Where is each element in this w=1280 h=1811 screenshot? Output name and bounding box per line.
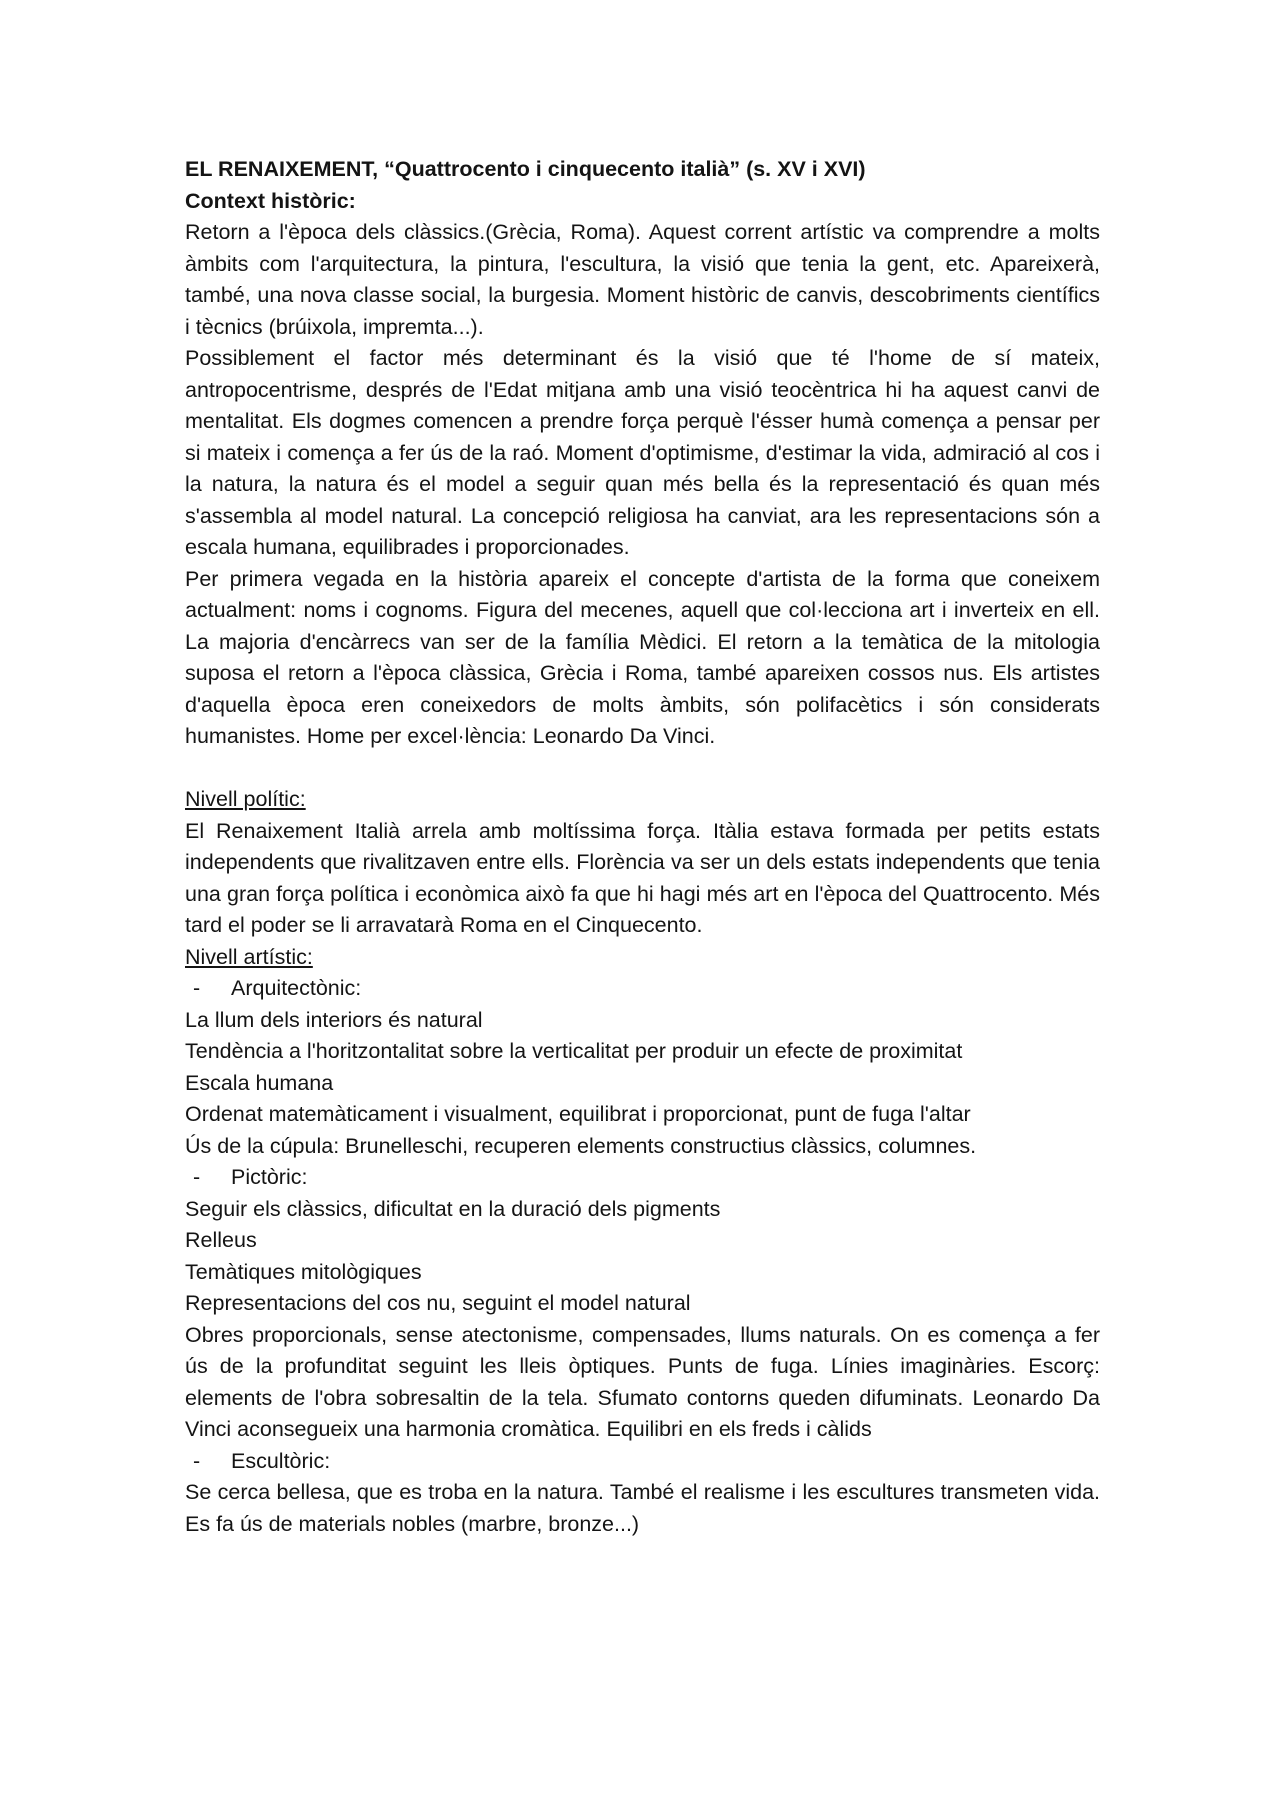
- painting-bullet: [185, 1162, 1100, 1194]
- sculpture-bullet: [185, 1446, 1100, 1478]
- painting-line-2: Relleus: [185, 1228, 257, 1252]
- context-paragraph-3: Per primera vegada en la història apareix el concepte d'artista de la forma que coneixem actualment: noms i cognoms. Figura del mecenes, aquell que col·lecciona art i inverteix en ell. La majoria d'encàrrecs van ser de la família Mèdici. El retorn a la temàtica de la mitologia suposa el retorn a l'època clàssica, Grècia i Roma, també apareixen cossos nus. Els artistes d'aquella època eren coneixedors de molts àmbits, són polifacètics i són considerats humanistes. Home per excel·lència: Leonardo Da Vinci.: [185, 566, 1100, 748]
- sculpture-paragraph: Se cerca bellesa, que es troba en la natura. També el realisme i les escultures transmeten vida. Es fa ús de materials nobles (marbre, bronze...): [185, 1480, 1100, 1536]
- context-paragraph-2: Possiblement el factor més determinant és la visió que té l'home de sí mateix, antropocentrisme, després de l'Edat mitjana amb una visió teocèntrica hi ha aquest canvi de mentalitat. Els dogmes comencen a prendre força perquè l'ésser humà comença a pensar per si mateix i comença a fer ús de la raó. Moment d'optimisme, d'estimar la vida, admiració al cos i la natura, la natura és el model a seguir quan més bella és la representació és quan més s'assembla al model natural. La concepció religiosa ha canviat, ara les representacions són a escala humana, equilibrades i proporcionades.: [185, 346, 1100, 559]
- context-heading: Context històric:: [185, 188, 356, 213]
- architecture-line-2: Tendència a l'horitzontalitat sobre la verticalitat per produir un efecte de proximitat: [185, 1039, 963, 1063]
- document-title: EL RENAIXEMENT, “Quattrocento i cinquecento italià” (s. XV i XVI): [185, 157, 866, 181]
- painting-line-3: Temàtiques mitològiques: [185, 1259, 422, 1284]
- document-page: [185, 154, 1100, 1540]
- architecture-bullet: [185, 973, 1100, 1005]
- political-heading: Nivell polític:: [185, 787, 306, 811]
- dash-marker: -: [193, 1448, 201, 1473]
- architecture-line-4: Ordenat matemàticament i visualment, equilibrat i proporcionat, punt de fuga l'altar: [185, 1102, 971, 1126]
- sculpture-label: Escultòric:: [231, 1448, 331, 1473]
- artistic-heading: Nivell artístic:: [185, 944, 313, 969]
- architecture-label: Arquitectònic:: [231, 976, 362, 1000]
- painting-line-1: Seguir els clàssics, dificultat en la duració dels pigments: [185, 1196, 721, 1221]
- blank-line: [185, 753, 1100, 785]
- context-paragraph-1: Retorn a l'època dels clàssics.(Grècia, Roma). Aquest corrent artístic va comprendre a molts àmbits com l'arquitectura, la pintura, l'escultura, la visió que tenia la gent, etc. Apareixerà, també, una nova classe social, la burgesia. Moment històric de canvis, descobriments científics i tècnics (brúixola, impremta...).: [185, 220, 1100, 339]
- architecture-line-5: Ús de la cúpula: Brunelleschi, recuperen elements constructius clàssics, columnes.: [185, 1133, 977, 1158]
- architecture-line-3: Escala humana: [185, 1070, 334, 1095]
- dash-marker: -: [193, 1165, 201, 1189]
- architecture-line-1: La llum dels interiors és natural: [185, 1007, 483, 1032]
- dash-marker: -: [193, 976, 201, 1000]
- political-paragraph: El Renaixement Italià arrela amb moltíssima força. Itàlia estava formada per petits estats independents que rivalitzaven entre ells. Florència va ser un dels estats independents que tenia una gran força política i econòmica això fa que hi hagi més art en l'època del Quattrocento. Més tard el poder se li arravatarà Roma en el Cinquecento.: [185, 818, 1100, 937]
- painting-paragraph: Obres proporcionals, sense atectonisme, compensades, llums naturals. On es comença a fer ús de la profunditat seguint les lleis òptiques. Punts de fuga. Línies imaginàries. Escorç: elements de l'obra sobresaltin de la tela. Sfumato contorns queden difuminats. Leonardo Da Vinci aconsegueix una harmonia cromàtica. Equilibri en els freds i càlids: [185, 1322, 1100, 1441]
- painting-label: Pictòric:: [231, 1165, 308, 1189]
- painting-line-4: Representacions del cos nu, seguint el model natural: [185, 1291, 691, 1315]
